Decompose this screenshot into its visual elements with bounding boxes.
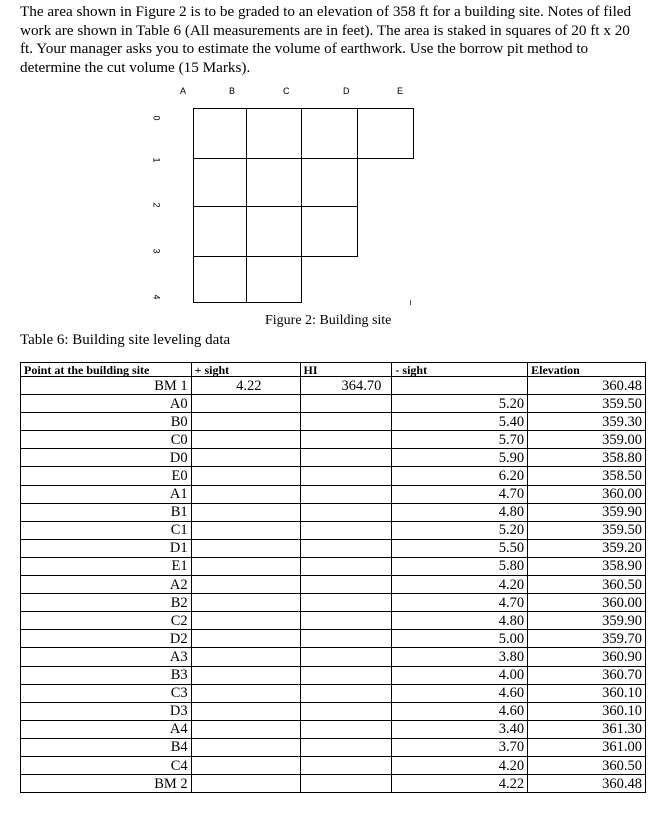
grid-cell <box>193 108 247 159</box>
table-row <box>21 539 646 557</box>
hi-cell <box>300 630 392 648</box>
minus-sight-cell: 4.60 <box>392 702 528 720</box>
grid-cell <box>246 206 302 257</box>
minus-sight-cell: 5.50 <box>392 539 528 557</box>
grid-cell <box>193 158 247 207</box>
header-elevation: Elevation <box>528 363 646 377</box>
column-label-e: E <box>397 86 404 96</box>
point-cell: B4 <box>21 738 192 756</box>
elevation-cell: 359.20 <box>528 539 646 557</box>
elevation-cell: 358.90 <box>528 557 646 575</box>
plus-sight-cell <box>191 521 300 539</box>
point-cell: A4 <box>21 720 192 738</box>
point-cell: D2 <box>21 630 192 648</box>
grid-cell <box>193 256 247 303</box>
grid-cell <box>301 206 358 257</box>
grid-cell <box>357 108 414 159</box>
point-cell: C1 <box>21 521 192 539</box>
plus-sight-cell <box>191 485 300 503</box>
elevation-cell: 359.90 <box>528 503 646 521</box>
plus-sight-cell <box>191 557 300 575</box>
table-row <box>21 503 646 521</box>
point-cell: D1 <box>21 539 192 557</box>
table-row <box>21 431 646 449</box>
minus-sight-cell: 4.00 <box>392 666 528 684</box>
hi-cell <box>300 395 392 413</box>
table-row <box>21 648 646 666</box>
minus-sight-cell <box>392 377 528 395</box>
minus-sight-cell: 4.70 <box>392 485 528 503</box>
elevation-cell: 359.00 <box>528 431 646 449</box>
grid-cell <box>301 158 358 207</box>
point-cell: B1 <box>21 503 192 521</box>
hi-cell <box>300 576 392 594</box>
elevation-cell: 358.80 <box>528 449 646 467</box>
table-row <box>21 521 646 539</box>
row-label-4: 4 <box>151 294 162 300</box>
elevation-cell: 359.50 <box>528 521 646 539</box>
column-label-b: B <box>229 86 236 96</box>
minus-sight-cell: 5.00 <box>392 630 528 648</box>
minus-sight-cell: 5.20 <box>392 521 528 539</box>
problem-statement: The area shown in Figure 2 is to be graded to an elevation of 358 ft for a building site. Notes of filed work are shown in Table 6 (All measurements are in feet). The area is staked in squares of 20 ft x 20 ft. Your manager asks you to estimate the volume of earthwork. Use the borrow pit method to determine the cut volume (15 Marks). <box>20 3 632 76</box>
hi-cell <box>300 702 392 720</box>
grid-cell <box>193 206 247 257</box>
plus-sight-cell <box>191 756 300 774</box>
grid-cell <box>246 256 302 303</box>
elevation-cell: 361.30 <box>528 720 646 738</box>
plus-sight-cell <box>191 684 300 702</box>
point-cell: B2 <box>21 594 192 612</box>
hi-cell <box>300 521 392 539</box>
table-row <box>21 756 646 774</box>
minus-sight-cell: 4.80 <box>392 503 528 521</box>
hi-cell: 364.70 <box>300 377 392 395</box>
row-label-3: 3 <box>151 248 162 254</box>
point-cell: C3 <box>21 684 192 702</box>
point-cell: D3 <box>21 702 192 720</box>
elevation-cell: 360.50 <box>528 756 646 774</box>
plus-sight-cell <box>191 431 300 449</box>
point-cell: A3 <box>21 648 192 666</box>
minus-sight-cell: 4.60 <box>392 684 528 702</box>
plus-sight-cell <box>191 666 300 684</box>
point-cell: BM 1 <box>21 377 192 395</box>
plus-sight-cell <box>191 467 300 485</box>
table-row <box>21 612 646 630</box>
plus-sight-cell <box>191 594 300 612</box>
plus-sight-cell <box>191 738 300 756</box>
point-cell: C4 <box>21 756 192 774</box>
point-cell: A1 <box>21 485 192 503</box>
plus-sight-cell <box>191 413 300 431</box>
minus-sight-cell: 3.40 <box>392 720 528 738</box>
minus-sight-cell: 4.20 <box>392 576 528 594</box>
table-row <box>21 485 646 503</box>
minus-sight-cell: 4.80 <box>392 612 528 630</box>
elevation-cell: 360.00 <box>528 594 646 612</box>
leveling-data-table <box>20 362 646 793</box>
row-label-2: 2 <box>151 202 162 208</box>
table-row <box>21 775 646 793</box>
minus-sight-cell: 4.70 <box>392 594 528 612</box>
point-cell: E0 <box>21 467 192 485</box>
hi-cell <box>300 720 392 738</box>
elevation-cell: 359.30 <box>528 413 646 431</box>
header-hi: HI <box>300 363 392 377</box>
elevation-cell: 360.00 <box>528 485 646 503</box>
minus-sight-cell: 4.20 <box>392 756 528 774</box>
grid-cell <box>301 108 358 159</box>
hi-cell <box>300 413 392 431</box>
row-label-0: 0 <box>151 115 162 121</box>
plus-sight-cell <box>191 648 300 666</box>
elevation-cell: 360.10 <box>528 684 646 702</box>
hi-cell <box>300 684 392 702</box>
plus-sight-cell <box>191 775 300 793</box>
table-row <box>21 666 646 684</box>
table-row <box>21 395 646 413</box>
elevation-cell: 359.70 <box>528 630 646 648</box>
minus-sight-cell: 5.40 <box>392 413 528 431</box>
hi-cell <box>300 467 392 485</box>
hi-cell <box>300 756 392 774</box>
point-cell: B0 <box>21 413 192 431</box>
table-row <box>21 738 646 756</box>
hi-cell <box>300 612 392 630</box>
column-label-a: A <box>180 86 187 96</box>
point-cell: E1 <box>21 557 192 575</box>
minus-sight-cell: 5.80 <box>392 557 528 575</box>
row-label-1: 1 <box>151 157 162 163</box>
table-row <box>21 557 646 575</box>
minus-sight-cell: 3.80 <box>392 648 528 666</box>
hi-cell <box>300 431 392 449</box>
hi-cell <box>300 738 392 756</box>
plus-sight-cell <box>191 630 300 648</box>
point-cell: A2 <box>21 576 192 594</box>
table-row <box>21 720 646 738</box>
table-caption: Table 6: Building site leveling data <box>20 332 231 348</box>
table-header-row <box>21 363 646 377</box>
hi-cell <box>300 449 392 467</box>
column-label-d: D <box>343 86 350 96</box>
elevation-cell: 360.50 <box>528 576 646 594</box>
plus-sight-cell <box>191 395 300 413</box>
table-row <box>21 594 646 612</box>
plus-sight-cell <box>191 720 300 738</box>
table-row <box>21 576 646 594</box>
point-cell: BM 2 <box>21 775 192 793</box>
plus-sight-cell <box>191 539 300 557</box>
point-cell: B3 <box>21 666 192 684</box>
table-row <box>21 449 646 467</box>
point-cell: C0 <box>21 431 192 449</box>
figure-caption: Figure 2: Building site <box>265 313 392 328</box>
plus-sight-cell <box>191 449 300 467</box>
elevation-cell: 360.70 <box>528 666 646 684</box>
grid-cell <box>246 158 302 207</box>
table-row <box>21 377 646 395</box>
elevation-cell: 360.90 <box>528 648 646 666</box>
elevation-cell: 360.48 <box>528 377 646 395</box>
table-row <box>21 413 646 431</box>
minus-sight-cell: 4.22 <box>392 775 528 793</box>
table-row <box>21 702 646 720</box>
elevation-cell: 358.50 <box>528 467 646 485</box>
minus-sight-cell: 5.20 <box>392 395 528 413</box>
elevation-cell: 361.00 <box>528 738 646 756</box>
table-row <box>21 630 646 648</box>
plus-sight-cell <box>191 576 300 594</box>
hi-cell <box>300 485 392 503</box>
minus-sight-cell: 5.70 <box>392 431 528 449</box>
column-label-c: C <box>283 86 290 96</box>
plus-sight-cell: 4.22 <box>191 377 300 395</box>
hi-cell <box>300 648 392 666</box>
plus-sight-cell <box>191 702 300 720</box>
minus-sight-cell: 6.20 <box>392 467 528 485</box>
hi-cell <box>300 666 392 684</box>
point-cell: C2 <box>21 612 192 630</box>
plus-sight-cell <box>191 503 300 521</box>
hi-cell <box>300 775 392 793</box>
hi-cell <box>300 503 392 521</box>
grid-cell <box>246 108 302 159</box>
elevation-cell: 360.10 <box>528 702 646 720</box>
header-minus-sight: - sight <box>392 363 528 377</box>
point-cell: A0 <box>21 395 192 413</box>
hi-cell <box>300 594 392 612</box>
point-cell: D0 <box>21 449 192 467</box>
minus-sight-cell: 5.90 <box>392 449 528 467</box>
elevation-cell: 359.90 <box>528 612 646 630</box>
hi-cell <box>300 539 392 557</box>
stray-mark <box>410 300 411 305</box>
header-plus-sight: + sight <box>191 363 300 377</box>
table-row <box>21 684 646 702</box>
header-point: Point at the building site <box>21 363 192 377</box>
table-row <box>21 467 646 485</box>
minus-sight-cell: 3.70 <box>392 738 528 756</box>
elevation-cell: 359.50 <box>528 395 646 413</box>
hi-cell <box>300 557 392 575</box>
elevation-cell: 360.48 <box>528 775 646 793</box>
plus-sight-cell <box>191 612 300 630</box>
